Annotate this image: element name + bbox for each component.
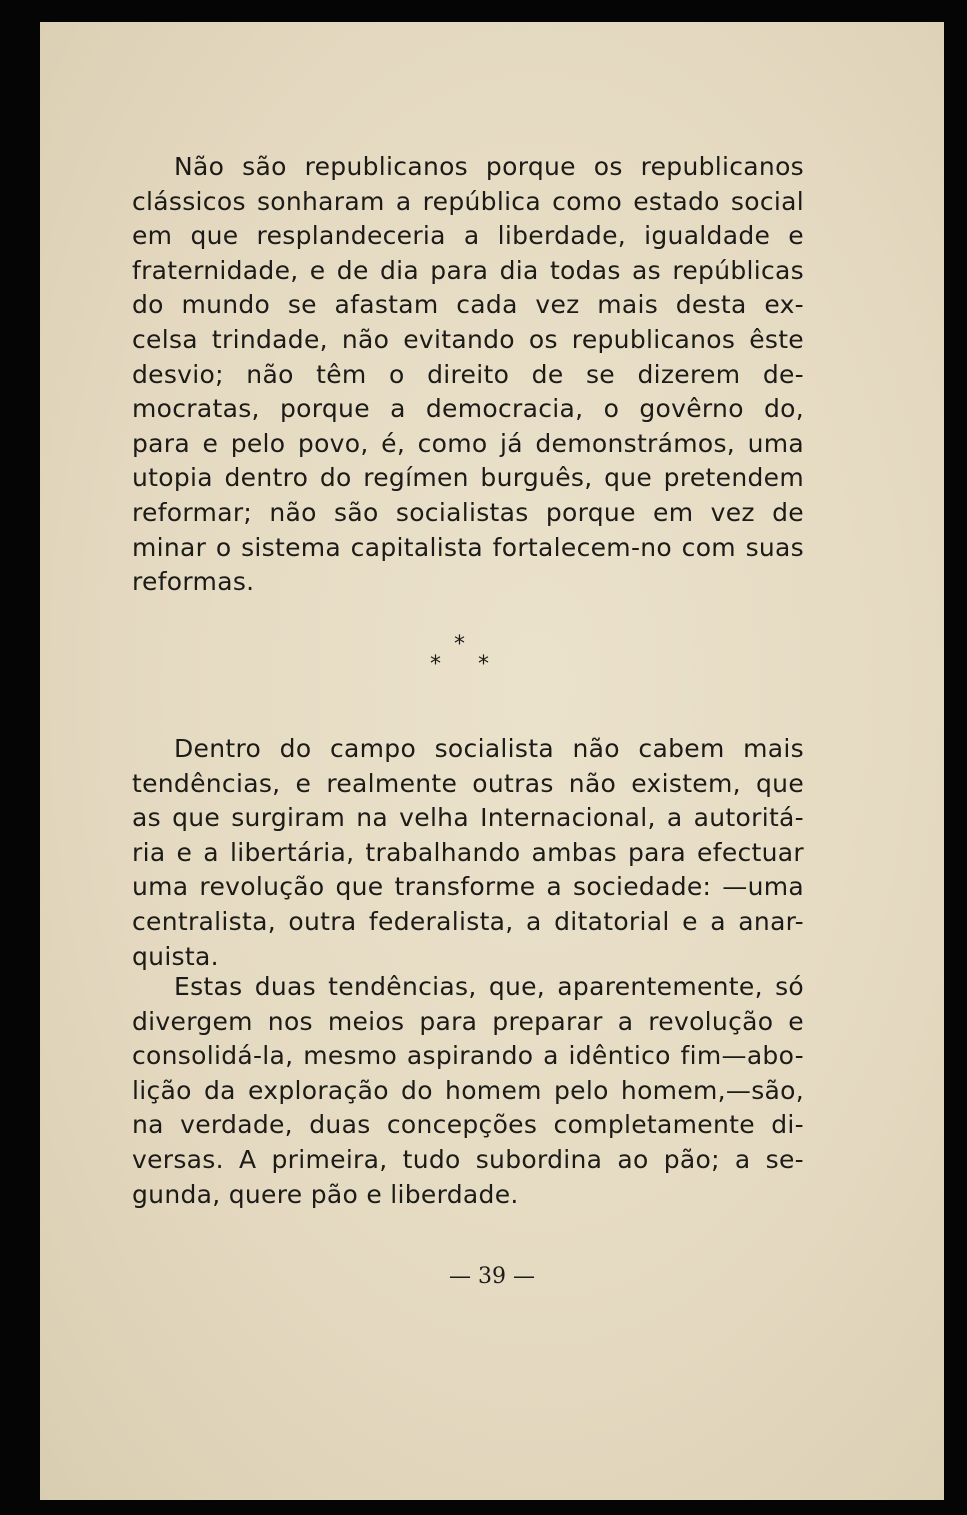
text-line: para e pelo povo, é, como já demonstrámos, uma [132,428,804,458]
text-line: minar o sistema capitalista fortalecem-no com suas [132,532,804,562]
text-line: mocratas, porque a democracia, o govêrno do, [132,394,804,424]
text-line: reformar; não são socialistas porque em vez de [132,497,804,527]
page-number: — 39 — [449,1264,535,1289]
asterisk: * [430,652,441,677]
text-line: centralista, outra federalista, a ditatorial e a anar- [132,906,804,936]
text-line: Dentro do campo socialista não cabem mais [174,734,804,763]
asterisk: * [454,632,465,657]
text-line: reformas. [132,567,255,597]
paragraph-republicans [132,150,804,600]
book-page [40,22,944,1500]
text-line: ria e a libertária, trabalhando ambas para efectuar [132,837,804,867]
text-line: clássicos sonharam a república como estado social [132,186,804,216]
asterisk: * [478,652,489,677]
text-line: quista. [132,941,219,971]
text-line: as que surgiram na velha Internacional, a autoritá- [132,803,804,833]
text-line: em que resplandeceria a liberdade, igualdade e [132,221,804,251]
text-line: Não são republicanos porque os republicanos [174,152,804,181]
text-line: versas. A primeira, tudo subordina ao pão; a se- [132,1144,804,1174]
text-line: Estas duas tendências, que, aparentemente, só [174,972,804,1001]
paragraph-two-tendencies [132,970,804,1212]
paragraph-tendencies [132,732,804,974]
text-line: consolidá-la, mesmo aspirando a idêntico fim—abo- [132,1041,804,1071]
text-line: divergem nos meios para preparar a revolução e [132,1006,804,1036]
asterism-separator [420,632,510,692]
text-line: tendências, e realmente outras não existem, que [132,768,804,798]
text-line: uma revolução que transforme a sociedade: —uma [132,872,804,902]
text-line: do mundo se afastam cada vez mais desta ex- [132,290,804,320]
text-line: utopia dentro do regímen burguês, que pretendem [132,463,804,493]
text-line: celsa trindade, não evitando os republicanos êste [132,324,804,354]
text-line: desvio; não têm o direito de se dizerem de- [132,359,804,389]
text-line: na verdade, duas concepções completamente di- [132,1110,804,1140]
text-line: fraternidade, e de dia para dia todas as repúblicas [132,255,804,285]
text-line: lição da exploração do homem pelo homem,—são, [132,1075,804,1105]
text-line: gunda, quere pão e liberdade. [132,1179,519,1209]
